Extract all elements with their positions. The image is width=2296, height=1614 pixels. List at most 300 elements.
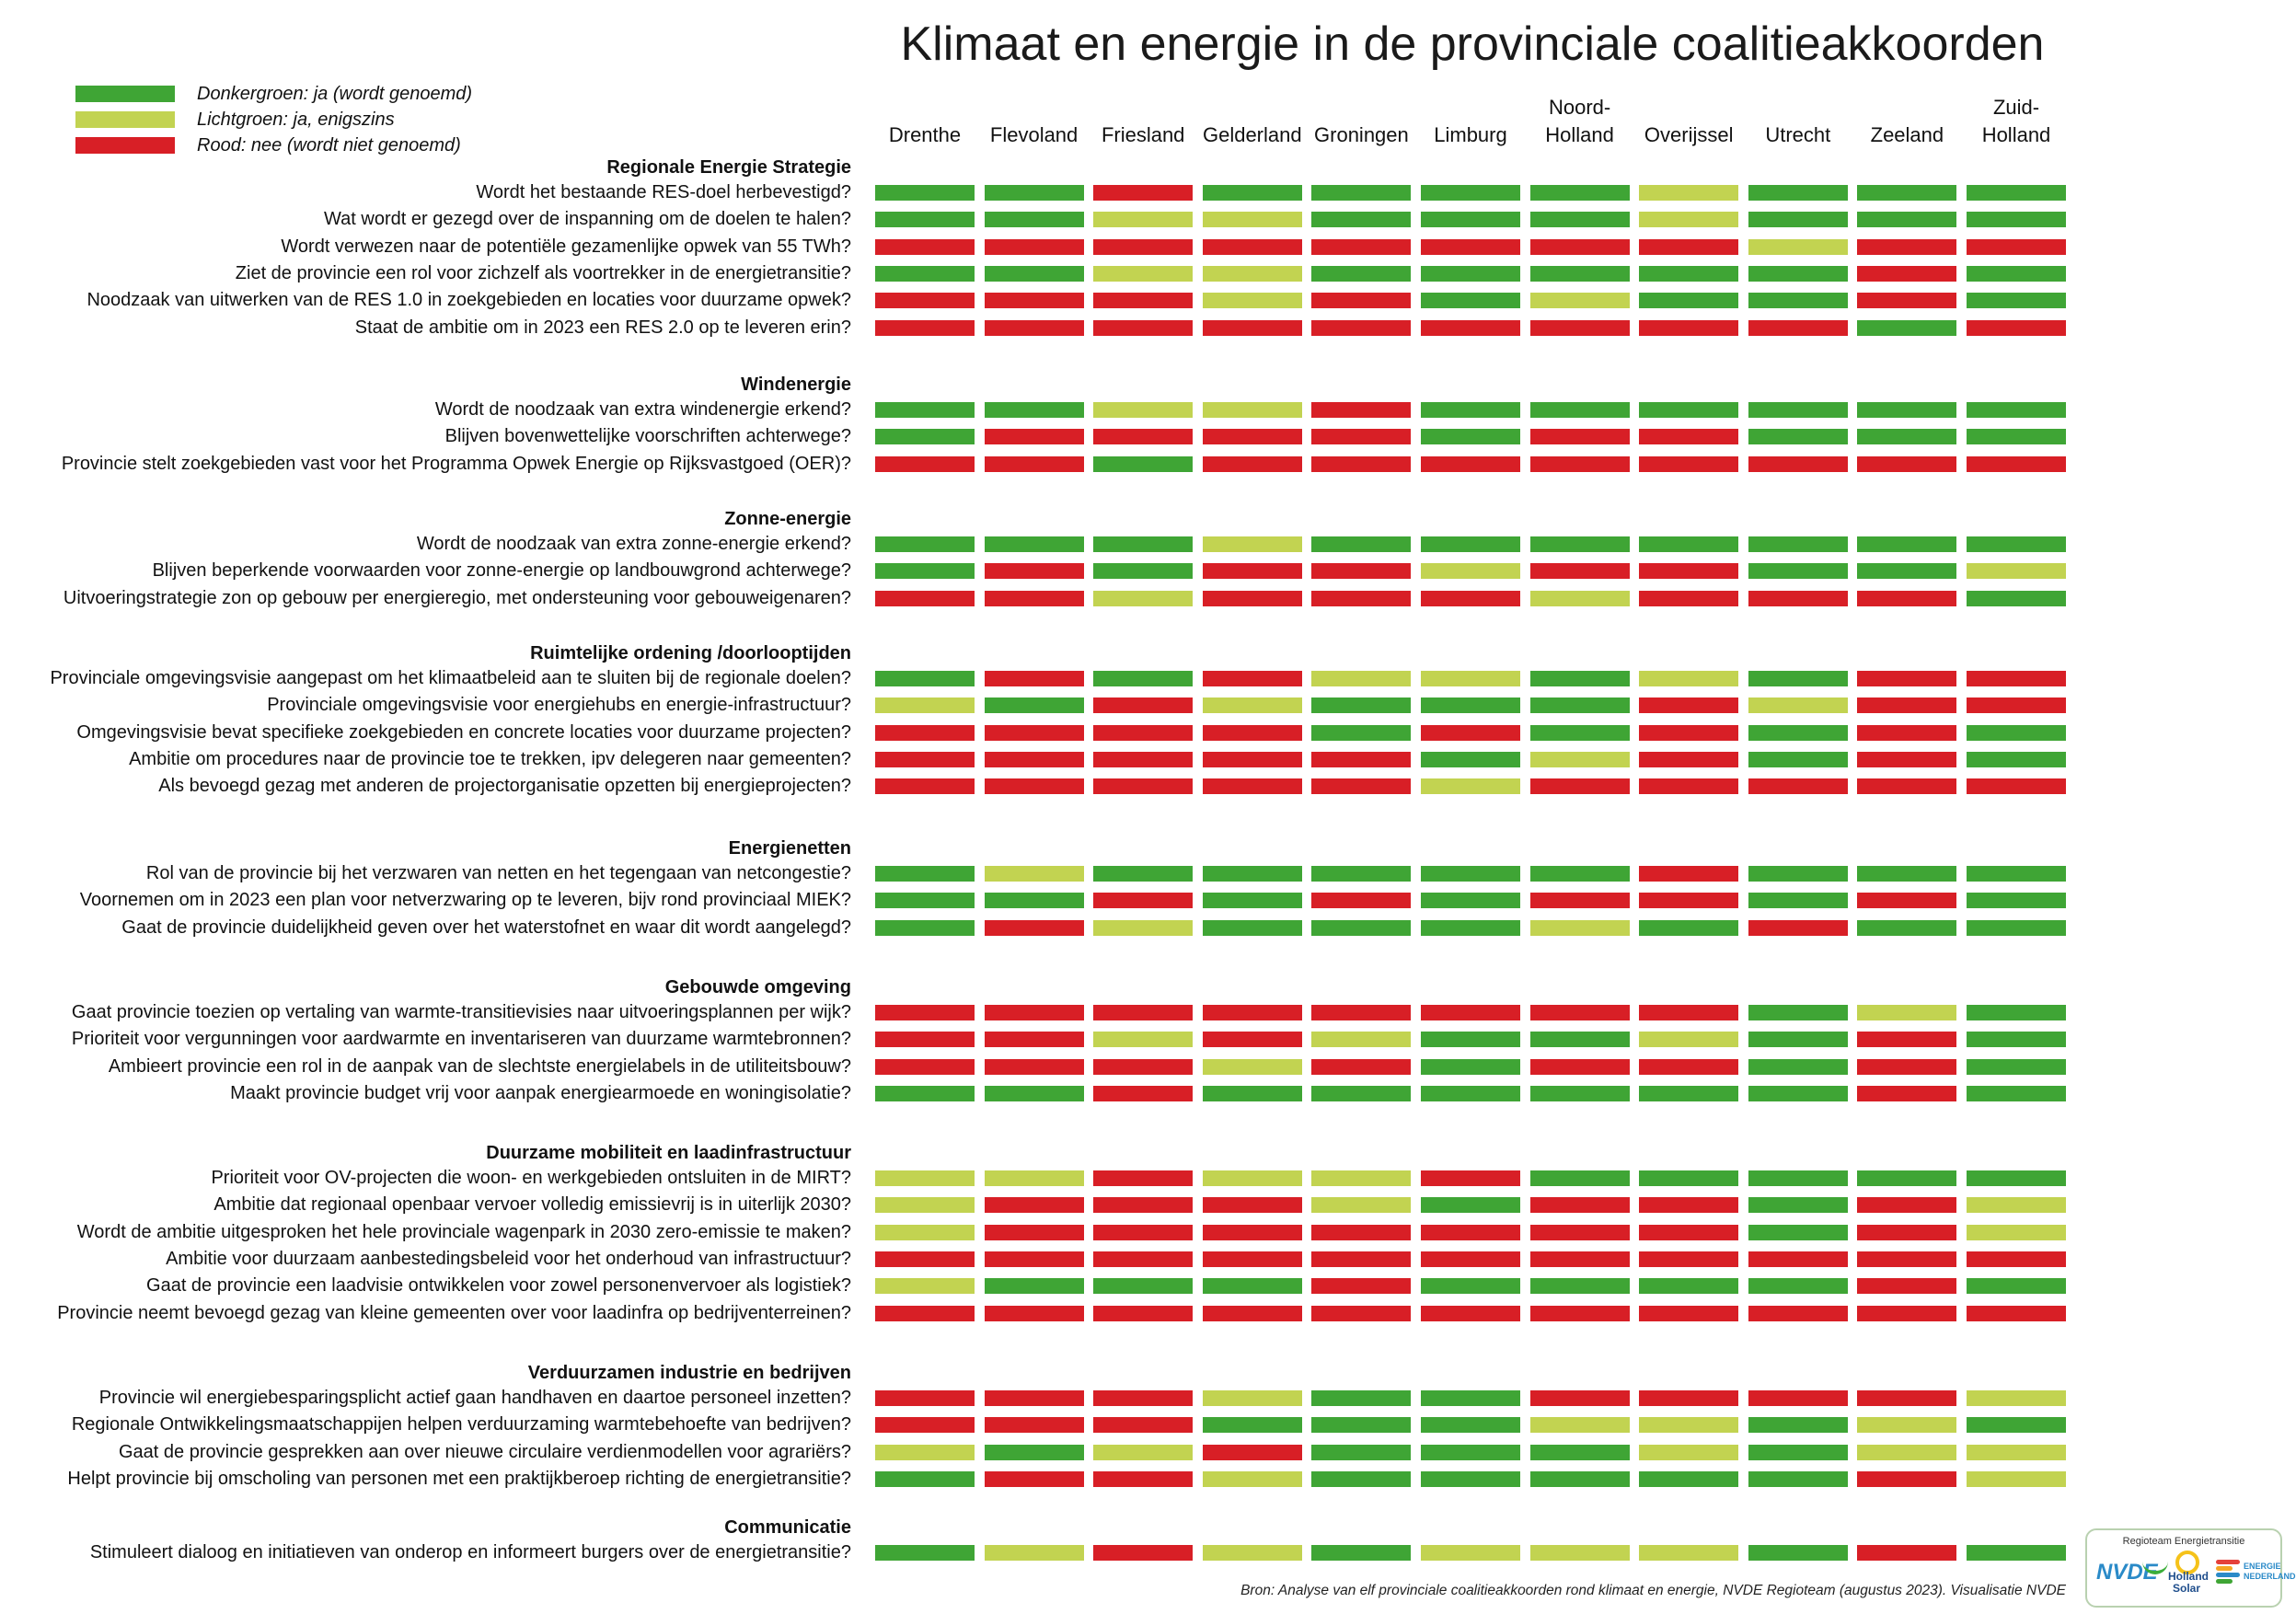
province-header: Flevoland [989,123,1079,146]
rating-cell [1748,429,1848,444]
rating-cell [1421,1032,1520,1047]
rating-cell [1857,1278,1956,1294]
rating-cell [1421,671,1520,686]
rating-cell [875,1545,975,1561]
rating-cell [985,1445,1084,1460]
rating-cell [875,1225,975,1240]
rating-cell [1530,1251,1630,1267]
question-label: Provinciale omgevingsvisie aangepast om het klimaatbeleid aan te sluiten bij de regionale doelen? [50,668,851,688]
rating-cell [1421,893,1520,908]
rating-cell [1311,1225,1411,1240]
rating-cell [1530,1059,1630,1075]
rating-cell [1203,1170,1302,1186]
rating-cell [1093,402,1193,418]
rating-cell [875,1306,975,1321]
rating-cell [1639,1278,1738,1294]
rating-cell [1421,725,1520,741]
rating-cell [875,1278,975,1294]
question-label: Wordt de noodzaak van extra windenergie erkend? [434,399,851,420]
rating-cell [1748,1390,1848,1406]
rating-cell [875,866,975,882]
rating-cell [1748,1086,1848,1101]
rating-cell [985,1005,1084,1020]
rating-cell [1857,1059,1956,1075]
rating-cell [1421,429,1520,444]
rating-cell [1421,1170,1520,1186]
rating-cell [1857,1390,1956,1406]
rating-cell [1093,697,1193,713]
rating-cell [1857,563,1956,579]
rating-cell [1093,563,1193,579]
rating-cell [1203,212,1302,227]
rating-cell [1857,778,1956,794]
rating-cell [1093,1306,1193,1321]
rating-cell [1748,1005,1848,1020]
question-label: Prioriteit voor OV-projecten die woon- en werkgebieden ontsluiten in de MIRT? [211,1168,851,1188]
rating-cell [1311,725,1411,741]
energie-nederland-icon [2216,1560,2240,1584]
rating-cell [1203,239,1302,255]
rating-cell [1857,320,1956,336]
rating-cell [1967,1545,2066,1561]
rating-cell [1421,1390,1520,1406]
rating-cell [1967,697,2066,713]
rating-cell [875,591,975,606]
province-header: Utrecht [1765,123,1831,146]
rating-cell [985,1086,1084,1101]
rating-cell [1967,725,2066,741]
rating-cell [1530,1086,1630,1101]
rating-cell [875,429,975,444]
rating-cell [1093,1170,1193,1186]
rating-cell [1530,893,1630,908]
rating-cell [1857,266,1956,282]
rating-cell [1203,536,1302,552]
rating-cell [1093,752,1193,767]
rating-cell [1967,591,2066,606]
section-title: Gebouwde omgeving [664,977,851,997]
rating-cell [1093,866,1193,882]
rating-cell [1639,1471,1738,1487]
rating-cell [1311,920,1411,936]
rating-cell [875,778,975,794]
rating-cell [1311,1032,1411,1047]
rating-cell [1311,1086,1411,1101]
rating-cell [985,239,1084,255]
rating-cell [1530,320,1630,336]
rating-cell [1857,239,1956,255]
rating-cell [1311,239,1411,255]
rating-cell [875,185,975,201]
rating-cell [1421,1306,1520,1321]
rating-cell [1857,1197,1956,1213]
rating-cell [985,1471,1084,1487]
rating-cell [1203,1278,1302,1294]
rating-cell [985,320,1084,336]
rating-cell [1748,212,1848,227]
rating-cell [1748,320,1848,336]
question-label: Ambitie om procedures naar de provincie toe te trekken, ipv delegeren naar gemeenten? [129,748,851,769]
rating-cell [1421,1471,1520,1487]
rating-cell [1748,920,1848,936]
rating-cell [1093,293,1193,308]
logo-panel-title: Regioteam Energietransitie [2122,1536,2245,1547]
question-label: Gaat de provincie duidelijkheid geven over het waterstofnet en waar dit wordt aangelegd? [121,917,851,938]
rating-cell [1093,778,1193,794]
rating-cell [1203,320,1302,336]
rating-cell [1311,1278,1411,1294]
rating-cell [985,1170,1084,1186]
rating-cell [1093,1086,1193,1101]
legend-label: Lichtgroen: ja, enigszins [197,110,395,130]
rating-cell [1748,866,1848,882]
question-label: Provincie wil energiebesparingsplicht actief gaan handhaven en daartoe personeel inzetten? [98,1388,851,1408]
rating-cell [1748,725,1848,741]
question-label: Wat wordt er gezegd over de inspanning om de doelen te halen? [324,209,851,230]
rating-cell [985,1306,1084,1321]
rating-cell [875,697,975,713]
rating-cell [1311,1445,1411,1460]
rating-cell [1311,866,1411,882]
rating-cell [1203,185,1302,201]
rating-cell [1967,402,2066,418]
province-header: Overijssel [1644,123,1734,146]
rating-cell [1967,266,2066,282]
rating-cell [985,591,1084,606]
rating-cell [1203,591,1302,606]
rating-cell [1530,725,1630,741]
rating-cell [1639,778,1738,794]
rating-cell [985,1059,1084,1075]
rating-cell [875,671,975,686]
rating-cell [1530,1417,1630,1433]
rating-cell [1530,266,1630,282]
rating-cell [1311,1005,1411,1020]
rating-cell [1311,456,1411,472]
rating-cell [1748,1225,1848,1240]
rating-cell [1967,1086,2066,1101]
province-header: Drenthe [888,123,962,146]
rating-cell [1203,1545,1302,1561]
rating-cell [1530,752,1630,767]
rating-cell [985,1545,1084,1561]
rating-cell [1311,893,1411,908]
rating-cell [1639,402,1738,418]
rating-cell [1203,725,1302,741]
rating-cell [1967,1197,2066,1213]
rating-cell [1093,185,1193,201]
rating-cell [985,1197,1084,1213]
rating-cell [1857,212,1956,227]
rating-cell [1203,697,1302,713]
rating-cell [1639,1225,1738,1240]
province-header: Noord- Holland [1545,96,1614,146]
rating-cell [1967,1059,2066,1075]
rating-cell [1311,1197,1411,1213]
rating-cell [985,1390,1084,1406]
rating-cell [1311,671,1411,686]
rating-cell [1857,456,1956,472]
rating-cell [1311,591,1411,606]
rating-cell [1967,212,2066,227]
rating-cell [1748,1197,1848,1213]
nvde-logo: NVDE [2096,1560,2158,1585]
rating-cell [1530,1197,1630,1213]
rating-cell [1311,1471,1411,1487]
rating-cell [1748,1170,1848,1186]
rating-cell [985,563,1084,579]
rating-cell [1530,402,1630,418]
rating-cell [1530,1445,1630,1460]
source-note: Bron: Analyse van elf provinciale coalitieakkoorden rond klimaat en energie, NVDE Regioteam (augustus 2023). Visualisatie NVDE [1240,1583,2066,1598]
rating-cell [1857,1306,1956,1321]
rating-cell [1093,429,1193,444]
rating-cell [1311,563,1411,579]
rating-cell [1093,1032,1193,1047]
rating-cell [1421,563,1520,579]
rating-cell [1203,920,1302,936]
rating-cell [1311,536,1411,552]
rating-cell [1639,429,1738,444]
rating-cell [1639,456,1738,472]
rating-cell [1203,1445,1302,1460]
rating-cell [1748,778,1848,794]
rating-cell [1093,1445,1193,1460]
rating-cell [875,563,975,579]
rating-cell [1639,536,1738,552]
rating-cell [875,1005,975,1020]
rating-cell [875,293,975,308]
rating-cell [985,536,1084,552]
rating-cell [1857,697,1956,713]
rating-cell [1857,1032,1956,1047]
rating-cell [985,293,1084,308]
rating-cell [875,456,975,472]
rating-cell [1967,1251,2066,1267]
rating-cell [1967,185,2066,201]
rating-cell [1857,1225,1956,1240]
rating-cell [1639,1059,1738,1075]
question-label: Prioriteit voor vergunningen voor aardwarmte en inventariseren van duurzame warmtebronnen? [71,1029,851,1050]
section-title: Verduurzamen industrie en bedrijven [527,1363,851,1383]
rating-cell [1748,456,1848,472]
rating-cell [1967,563,2066,579]
rating-cell [1203,293,1302,308]
section-title: Ruimtelijke ordening /doorlooptijden [530,643,851,663]
rating-cell [1639,697,1738,713]
rating-cell [875,920,975,936]
rating-cell [1967,1005,2066,1020]
question-label: Ambitie voor duurzaam aanbestedingsbeleid voor het onderhoud van infrastructuur? [166,1248,851,1269]
rating-cell [1857,1005,1956,1020]
province-header: Zeeland [1870,123,1944,146]
rating-cell [1967,920,2066,936]
rating-cell [985,1251,1084,1267]
rating-cell [1748,1306,1848,1321]
rating-cell [1639,1086,1738,1101]
question-label: Noodzaak van uitwerken van de RES 1.0 in zoekgebieden en locaties voor duurzame opwek? [87,290,851,311]
rating-cell [875,212,975,227]
rating-cell [1203,1225,1302,1240]
rating-cell [1748,697,1848,713]
rating-cell [1748,893,1848,908]
rating-cell [875,893,975,908]
rating-cell [1311,429,1411,444]
question-label: Omgevingsvisie bevat specifieke zoekgebieden en concrete locaties voor duurzame projecten? [76,721,851,743]
rating-cell [1748,1059,1848,1075]
rating-cell [1967,866,2066,882]
rating-cell [1203,1251,1302,1267]
rating-cell [1639,563,1738,579]
rating-cell [1421,293,1520,308]
rating-cell [1421,866,1520,882]
rating-cell [985,429,1084,444]
rating-cell [1639,591,1738,606]
rating-cell [1203,866,1302,882]
rating-cell [985,725,1084,741]
rating-cell [1639,1005,1738,1020]
rating-cell [1093,1197,1193,1213]
rating-cell [1421,456,1520,472]
rating-cell [1967,1417,2066,1433]
rating-cell [1967,1032,2066,1047]
rating-cell [1857,893,1956,908]
rating-cell [1093,266,1193,282]
rating-cell [1421,1059,1520,1075]
rating-cell [1639,725,1738,741]
legend-label: Donkergroen: ja (wordt genoemd) [197,84,473,104]
rating-cell [1421,1545,1520,1561]
rating-cell [875,1445,975,1460]
rating-cell [875,1390,975,1406]
rating-cell [1203,1032,1302,1047]
rating-cell [875,1471,975,1487]
question-label: Ziet de provincie een rol voor zichzelf als voortrekker in de energietransitie? [235,262,851,283]
rating-cell [1748,293,1848,308]
rating-cell [1093,1471,1193,1487]
rating-cell [1857,1170,1956,1186]
rating-cell [1748,563,1848,579]
rating-cell [1748,1278,1848,1294]
question-label: Voornemen om in 2023 een plan voor netverzwaring op te leveren, bijv rond provinciaal MIEK? [79,890,851,911]
rating-cell [875,1170,975,1186]
section-title: Energienetten [728,838,851,859]
rating-cell [875,402,975,418]
question-label: Helpt provincie bij omscholing van personen met een praktijkberoep richting de energietransitie? [67,1468,851,1489]
rating-cell [1967,320,2066,336]
rating-cell [1639,1545,1738,1561]
rating-cell [1639,1197,1738,1213]
section-title: Windenergie [741,375,851,395]
rating-cell [1530,536,1630,552]
question-label: Regionale Ontwikkelingsmaatschappijen helpen verduurzaming warmtebehoefte van bedrijven? [71,1414,851,1435]
rating-cell [1311,266,1411,282]
province-header: Limburg [1434,123,1507,146]
rating-cell [1093,1251,1193,1267]
rating-cell [1203,266,1302,282]
rating-cell [1530,1170,1630,1186]
rating-cell [985,185,1084,201]
question-label: Provincie stelt zoekgebieden vast voor het Programma Opwek Energie op Rijksvastgoed (OER)? [61,453,851,474]
rating-cell [1311,212,1411,227]
rating-cell [1203,1059,1302,1075]
rating-cell [1093,893,1193,908]
question-label: Ambieert provincie een rol in de aanpak van de slechtste energielabels in de utiliteitsbouw? [108,1055,851,1077]
rating-cell [1639,893,1738,908]
rating-cell [1967,536,2066,552]
question-label: Gaat provincie toezien op vertaling van warmte-transitievisies naar uitvoeringsplannen per wijk? [71,1002,851,1022]
rating-cell [985,1032,1084,1047]
rating-cell [1967,1445,2066,1460]
rating-cell [1967,1471,2066,1487]
rating-cell [1967,239,2066,255]
holland-solar-logo: Holland Solar [2168,1570,2209,1595]
rating-cell [1967,752,2066,767]
rating-cell [1748,536,1848,552]
rating-cell [1311,1170,1411,1186]
rating-cell [1530,671,1630,686]
rating-cell [1857,1545,1956,1561]
rating-cell [985,456,1084,472]
rating-cell [1748,591,1848,606]
rating-cell [1530,778,1630,794]
rating-cell [1639,1445,1738,1460]
rating-cell [1857,752,1956,767]
rating-cell [1311,697,1411,713]
rating-cell [1639,1306,1738,1321]
legend-label: Rood: nee (wordt niet genoemd) [197,135,461,156]
rating-cell [1857,429,1956,444]
rating-cell [1857,920,1956,936]
rating-cell [1530,1005,1630,1020]
rating-cell [1421,1417,1520,1433]
rating-cell [1093,456,1193,472]
rating-cell [985,1278,1084,1294]
rating-cell [985,1417,1084,1433]
question-label: Maakt provincie budget vrij voor aanpak energiearmoede en woningisolatie? [230,1082,851,1103]
rating-cell [1639,212,1738,227]
rating-cell [1967,429,2066,444]
rating-cell [985,920,1084,936]
rating-cell [1421,1251,1520,1267]
rating-cell [985,671,1084,686]
rating-cell [985,893,1084,908]
rating-cell [1857,1445,1956,1460]
rating-cell [1639,239,1738,255]
rating-cell [1639,1390,1738,1406]
province-header: Gelderland [1202,123,1302,146]
province-header: Groningen [1314,123,1409,146]
rating-cell [875,320,975,336]
rating-cell [1093,536,1193,552]
question-label: Gaat de provincie een laadvisie ontwikkelen voor zowel personenvervoer als logistiek? [146,1275,851,1297]
section-title: Duurzame mobiliteit en laadinfrastructuur [486,1143,851,1163]
rating-cell [1203,1197,1302,1213]
rating-cell [1639,266,1738,282]
rating-cell [1093,1390,1193,1406]
rating-cell [1639,1417,1738,1433]
rating-cell [875,1059,975,1075]
rating-cell [1421,920,1520,936]
rating-cell [1311,320,1411,336]
rating-cell [1639,1170,1738,1186]
rating-cell [1093,239,1193,255]
rating-cell [1639,1251,1738,1267]
rating-cell [1311,1251,1411,1267]
rating-cell [1748,1251,1848,1267]
rating-cell [875,1197,975,1213]
rating-cell [1203,1417,1302,1433]
